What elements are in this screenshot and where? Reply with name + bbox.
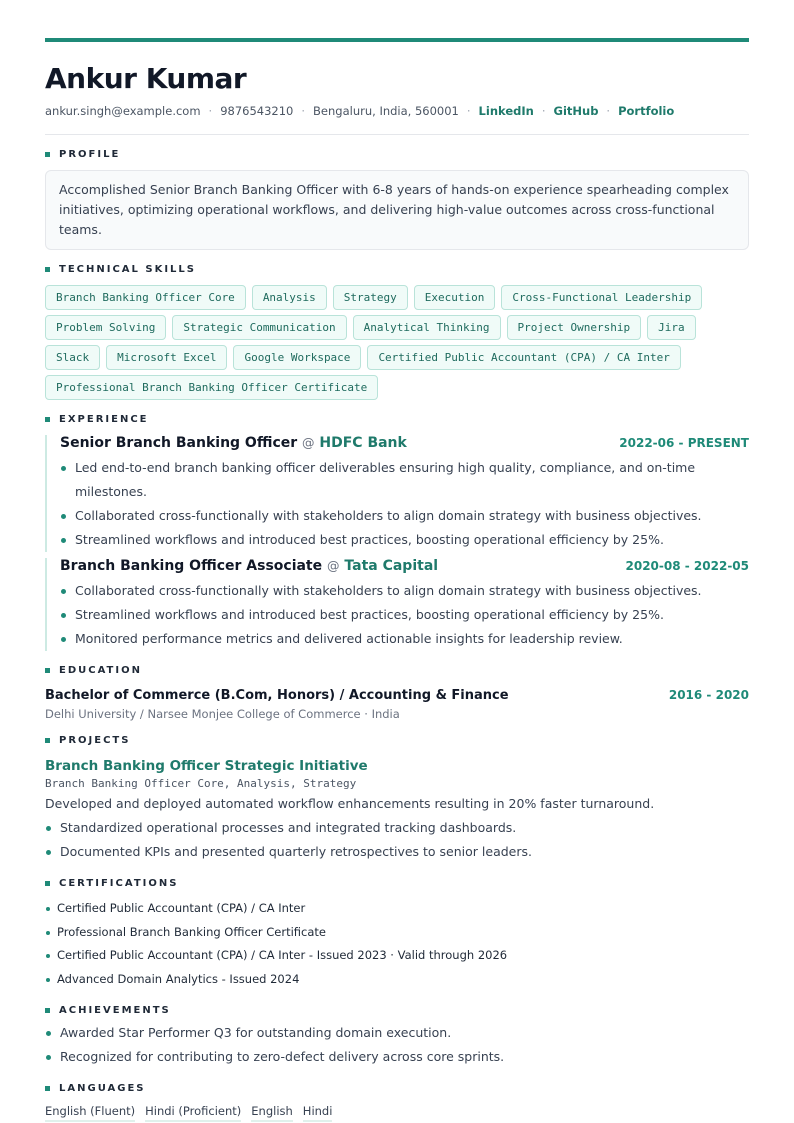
job-header <box>60 558 749 574</box>
job-dates: 2022-06 - PRESENT <box>619 436 749 450</box>
accent-bar <box>45 38 749 42</box>
phone-text: 9876543210 <box>220 104 294 118</box>
education-header <box>45 688 749 703</box>
resume-page <box>45 0 749 1122</box>
skill-chip: Branch Banking Officer Core <box>45 285 246 310</box>
section-title-text: CERTIFICATIONS <box>59 878 179 889</box>
skill-chip: Strategy <box>333 285 408 310</box>
location-text: Bengaluru, India, 560001 <box>313 104 459 118</box>
candidate-name: Ankur Kumar <box>45 62 247 95</box>
language-item: English (Fluent) <box>45 1104 135 1122</box>
section-title-text: PROFILE <box>59 149 121 160</box>
section-marker-icon <box>45 152 50 157</box>
section-title-text: LANGUAGES <box>59 1083 146 1094</box>
project-bullets <box>45 816 749 864</box>
job-header <box>60 435 749 451</box>
list-item: Recognized for contributing to zero-defect delivery across core sprints. <box>45 1045 749 1069</box>
section-title-profile <box>45 149 749 160</box>
list-item: Collaborated cross-functionally with stakeholders to align domain strategy with business objectives. <box>60 504 749 528</box>
project-name: Branch Banking Officer Strategic Initiative <box>45 758 368 774</box>
job-bullets <box>60 579 749 651</box>
list-item: Certified Public Accountant (CPA) / CA Inter - Issued 2023 · Valid through 2026 <box>45 944 749 968</box>
job-dates: 2020-08 - 2022-05 <box>625 559 749 573</box>
skill-chip: Cross-Functional Leadership <box>501 285 702 310</box>
separator: · <box>301 104 306 118</box>
section-title-projects <box>45 735 749 746</box>
section-marker-icon <box>45 1086 50 1091</box>
project-tech: Branch Banking Officer Core, Analysis, Strategy <box>45 777 357 790</box>
section-title-text: EXPERIENCE <box>59 414 149 425</box>
section-title-education <box>45 665 749 676</box>
section-title-text: TECHNICAL SKILLS <box>59 264 196 275</box>
company-name: HDFC Bank <box>319 435 407 451</box>
section-marker-icon <box>45 267 50 272</box>
list-item: Professional Branch Banking Officer Certificate <box>45 921 749 945</box>
skill-chip: Analytical Thinking <box>353 315 501 340</box>
language-item: English <box>251 1104 293 1122</box>
skill-chip: Jira <box>647 315 696 340</box>
section-title-achievements <box>45 1005 749 1016</box>
list-item: Collaborated cross-functionally with stakeholders to align domain strategy with business objectives. <box>60 579 749 603</box>
profile-summary: Accomplished Senior Branch Banking Officer with 6-8 years of hands-on experience spearheading complex initiatives, optimizing operational workflows, and delivering high-value outcomes across cross-functional teams. <box>45 170 749 250</box>
portfolio-link[interactable]: Portfolio <box>618 104 675 118</box>
section-title-text: EDUCATION <box>59 665 142 676</box>
list-item: Documented KPIs and presented quarterly retrospectives to senior leaders. <box>45 840 749 864</box>
list-item: Awarded Star Performer Q3 for outstanding domain execution. <box>45 1021 749 1045</box>
skill-chip: Slack <box>45 345 100 370</box>
project-description: Developed and deployed automated workflow enhancements resulting in 20% faster turnaround. <box>45 796 655 811</box>
job-title: Branch Banking Officer Associate <box>60 558 323 574</box>
skill-chip: Execution <box>414 285 496 310</box>
job-bullets <box>60 456 749 552</box>
education-dates: 2016 - 2020 <box>668 688 749 702</box>
section-marker-icon <box>45 668 50 673</box>
github-link[interactable]: GitHub <box>553 104 599 118</box>
language-item: Hindi <box>303 1104 333 1122</box>
section-marker-icon <box>45 1008 50 1013</box>
language-list <box>45 1104 749 1122</box>
section-title-skills <box>45 264 749 275</box>
divider <box>45 134 749 135</box>
list-item: Certified Public Accountant (CPA) / CA Inter <box>45 897 749 921</box>
contact-line <box>45 104 749 118</box>
skill-chip: Microsoft Excel <box>106 345 227 370</box>
skills-list <box>45 285 749 400</box>
section-title-certifications <box>45 878 749 889</box>
section-marker-icon <box>45 738 50 743</box>
section-title-text: ACHIEVEMENTS <box>59 1005 171 1016</box>
at-sign: @ <box>302 435 315 450</box>
job-title-line <box>60 435 407 451</box>
list-item: Standardized operational processes and integrated tracking dashboards. <box>45 816 749 840</box>
skill-chip: Google Workspace <box>233 345 361 370</box>
list-item: Monitored performance metrics and delivered actionable insights for leadership review. <box>60 627 749 651</box>
separator: · <box>466 104 471 118</box>
list-item: Advanced Domain Analytics - Issued 2024 <box>45 968 749 992</box>
skill-chip: Professional Branch Banking Officer Certificate <box>45 375 378 400</box>
skill-chip: Project Ownership <box>507 315 642 340</box>
skill-chip: Certified Public Accountant (CPA) / CA Inter <box>367 345 680 370</box>
separator: · <box>541 104 546 118</box>
separator: · <box>606 104 611 118</box>
degree-title: Bachelor of Commerce (B.Com, Honors) / Accounting & Finance <box>45 688 509 703</box>
email-text[interactable]: ankur.singh@example.com <box>45 104 201 118</box>
section-marker-icon <box>45 881 50 886</box>
section-title-text: PROJECTS <box>59 735 131 746</box>
job-entry <box>45 435 749 552</box>
separator: · <box>208 104 213 118</box>
skill-chip: Strategic Communication <box>172 315 346 340</box>
list-item: Streamlined workflows and introduced best practices, boosting operational efficiency by 25%. <box>60 528 749 552</box>
job-entry <box>45 558 749 651</box>
language-item: Hindi (Proficient) <box>145 1104 241 1122</box>
skill-chip: Analysis <box>252 285 327 310</box>
list-item: Led end-to-end branch banking officer deliverables ensuring high quality, compliance, and on-time milestones. <box>60 456 749 504</box>
job-title: Senior Branch Banking Officer <box>60 435 298 451</box>
certification-list <box>45 897 749 991</box>
skill-chip: Problem Solving <box>45 315 166 340</box>
section-marker-icon <box>45 417 50 422</box>
job-title-line <box>60 558 438 574</box>
linkedin-link[interactable]: LinkedIn <box>478 104 534 118</box>
experience-list <box>45 435 749 651</box>
at-sign: @ <box>327 558 340 573</box>
section-title-experience <box>45 414 749 425</box>
company-name: Tata Capital <box>344 558 439 574</box>
achievement-list <box>45 1021 749 1069</box>
list-item: Streamlined workflows and introduced best practices, boosting operational efficiency by 25%. <box>60 603 749 627</box>
school-name: Delhi University / Narsee Monjee College of Commerce · India <box>45 707 400 721</box>
section-title-languages <box>45 1083 749 1094</box>
